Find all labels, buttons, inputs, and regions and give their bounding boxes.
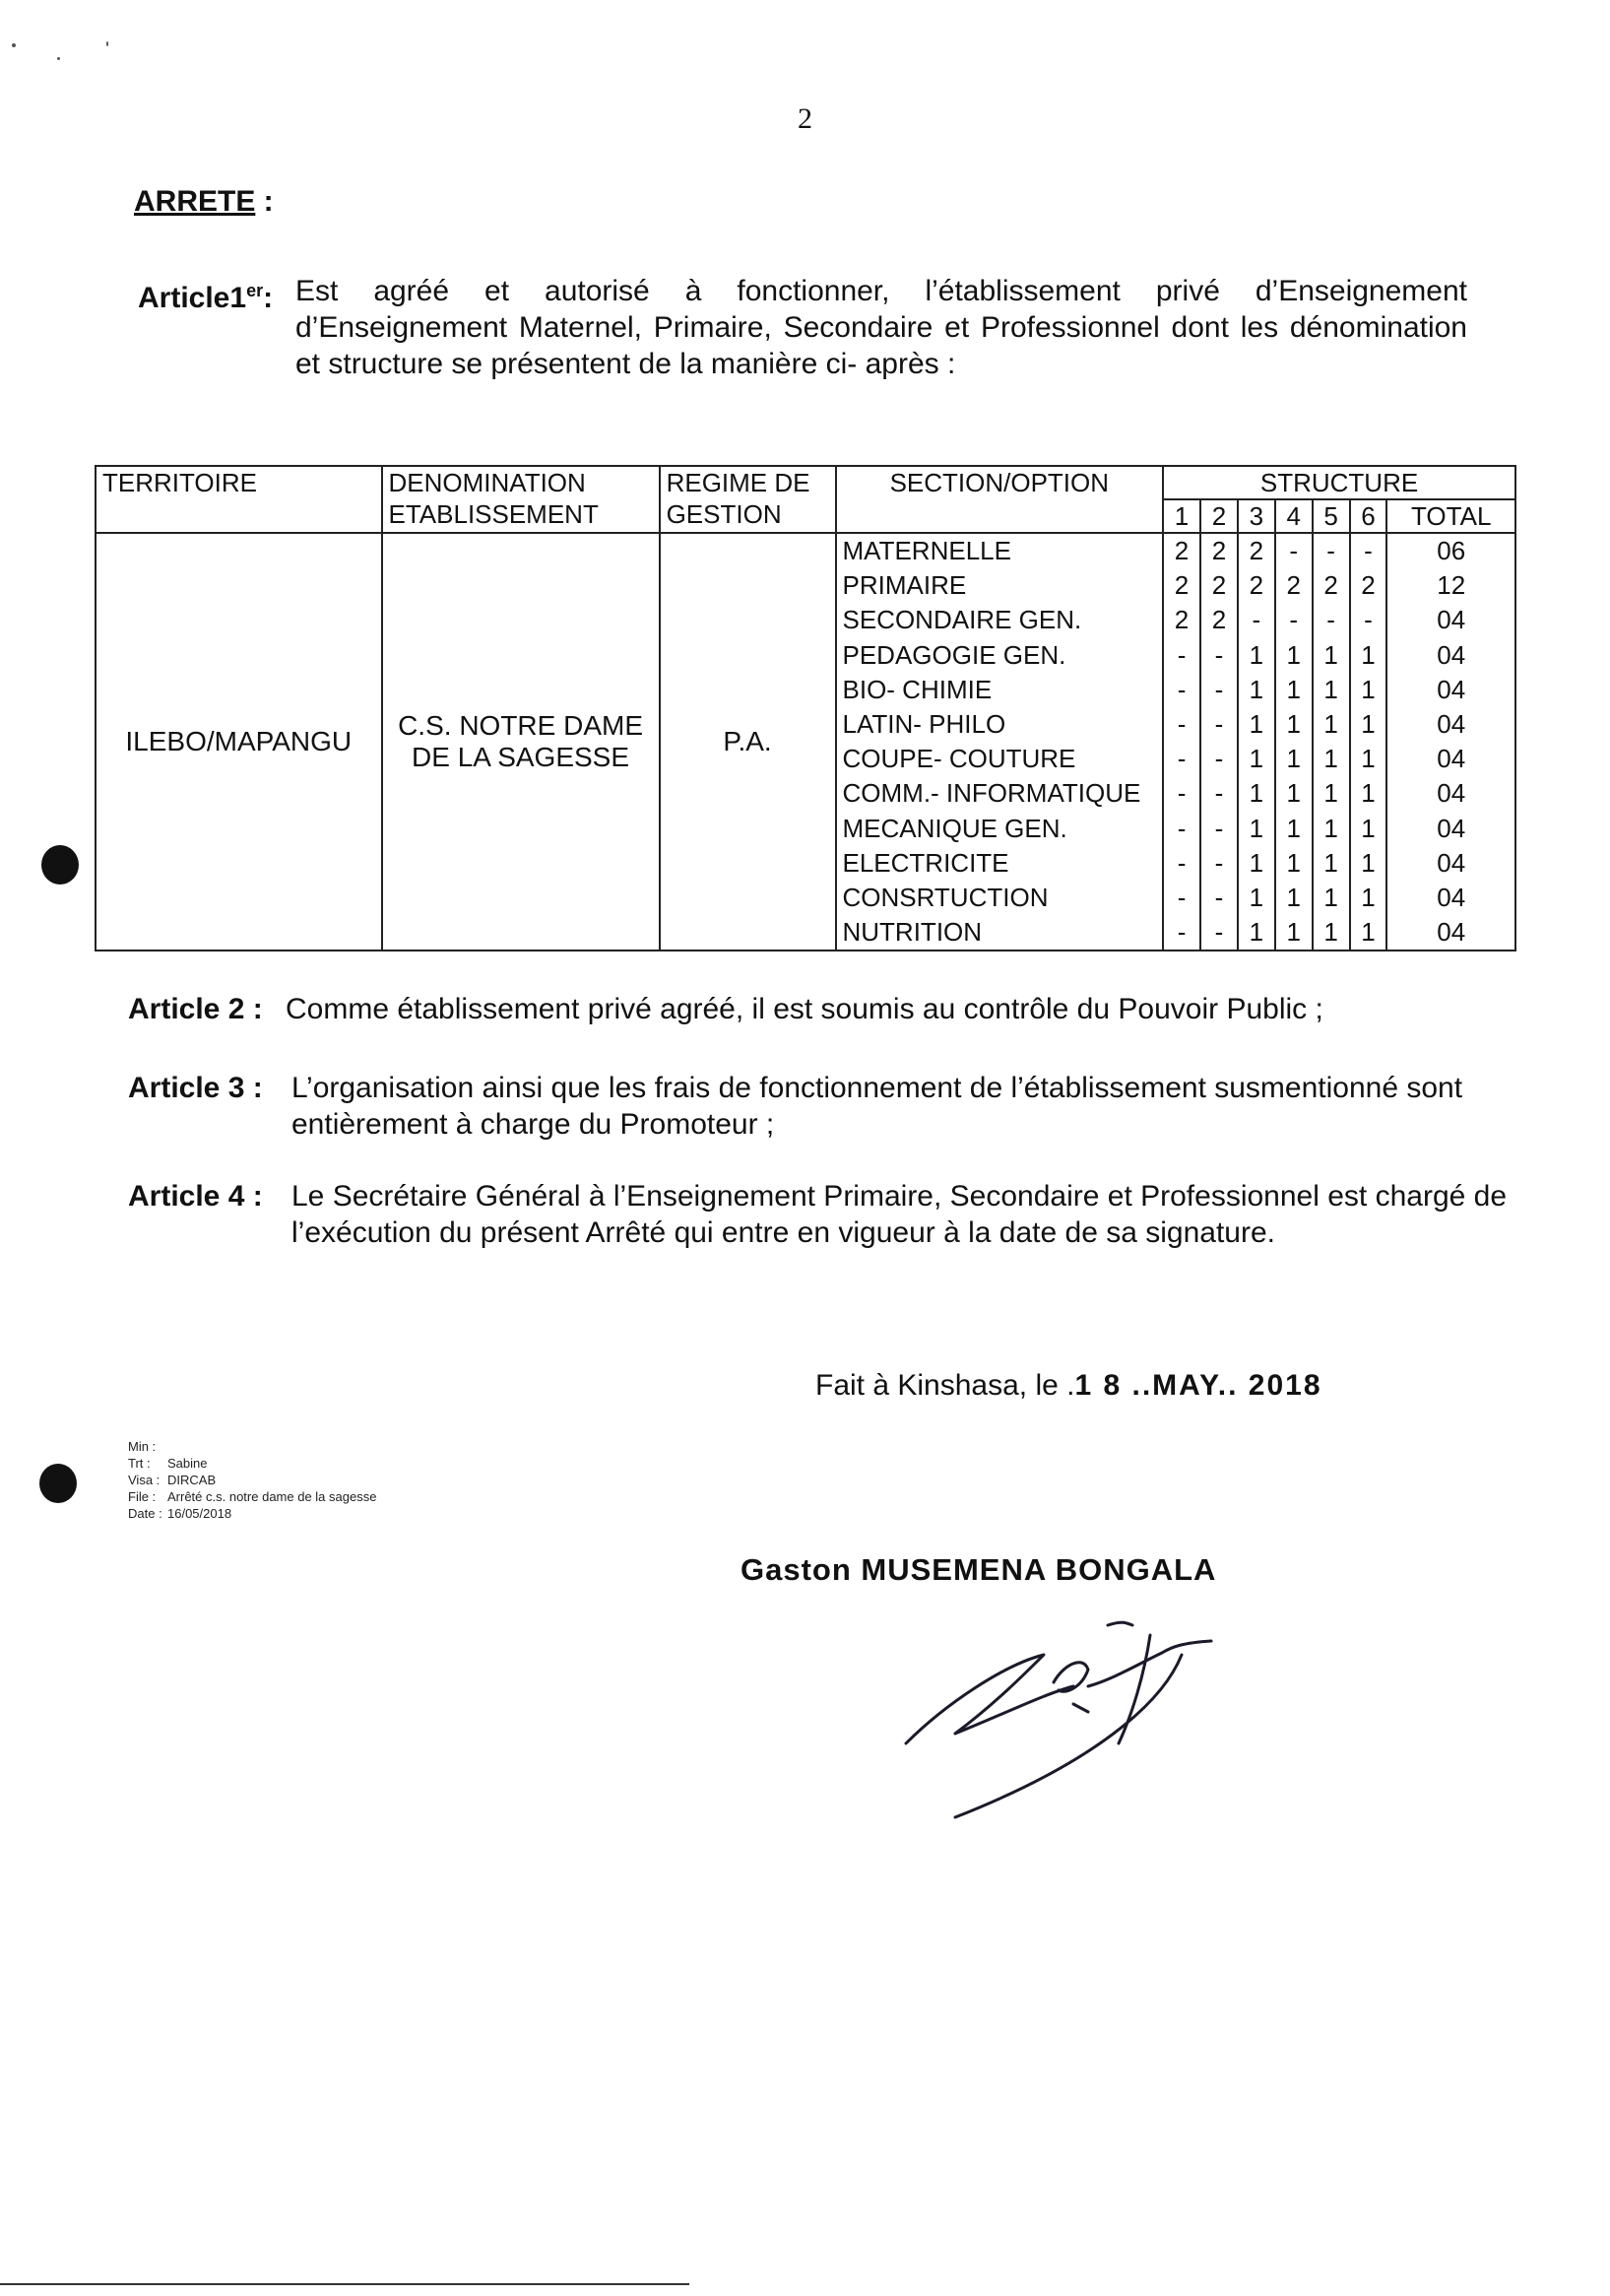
meta-min: Min :: [128, 1439, 157, 1454]
punch-hole: [39, 1464, 77, 1503]
year-1-value: 2: [1174, 536, 1190, 565]
cell-territoire: ILEBO/MAPANGU: [96, 533, 382, 951]
scan-speck: [57, 57, 60, 60]
year-3-value: 1: [1249, 674, 1264, 704]
article-3-label: Article 3 :: [128, 1072, 263, 1104]
year-1-value: -: [1177, 847, 1187, 878]
date-stamp: 1 8 ..MAY.. 2018: [1074, 1369, 1322, 1402]
year-3-value: 1: [1249, 813, 1264, 843]
header-section: SECTION/OPTION: [836, 466, 1164, 533]
heading-word: ARRETE: [134, 185, 256, 218]
year-1-value: -: [1177, 813, 1187, 843]
year-6-column: [1350, 533, 1387, 951]
year-5-value: 1: [1323, 882, 1338, 912]
year-3-value: 1: [1249, 744, 1264, 774]
total-value: 04: [1437, 674, 1466, 704]
year-2-value: -: [1214, 778, 1224, 809]
total-value: 04: [1437, 639, 1466, 670]
article-2-label: Article 2 :: [128, 993, 263, 1025]
header-year-4: 4: [1275, 499, 1313, 533]
year-5-value: 1: [1323, 674, 1338, 704]
meta-file-label: File :: [128, 1489, 157, 1504]
year-4-value: 2: [1286, 570, 1301, 601]
year-1-value: -: [1177, 708, 1187, 739]
section-option-item: SECONDAIRE GEN.: [842, 605, 1082, 635]
school-structure-table: [95, 465, 1516, 951]
article-3-text: L’organisation ainsi que les frais de fonctionnement de l’établissement susmentionné sont entièrement à charge du Promoteur ;: [291, 1072, 1463, 1141]
header-territoire: TERRITOIRE: [96, 466, 382, 533]
year-1-value: -: [1177, 882, 1187, 912]
total-value: 04: [1437, 744, 1466, 774]
section-option-item: PEDAGOGIE GEN.: [842, 639, 1066, 670]
year-3-value: 1: [1249, 917, 1264, 948]
section-option-item: ELECTRICITE: [842, 847, 1009, 878]
year-6-value: 1: [1361, 778, 1376, 809]
meta-trt-label: Trt :: [128, 1456, 151, 1471]
section-option-item: BIO- CHIMIE: [842, 674, 993, 704]
section-list: [836, 533, 1164, 951]
signatory-name: Gaston MUSEMENA BONGALA: [741, 1552, 1217, 1587]
meta-trt-value: Sabine: [167, 1456, 208, 1471]
year-5-value: -: [1326, 605, 1335, 635]
year-1-value: -: [1177, 744, 1187, 774]
year-3-value: 1: [1249, 778, 1264, 809]
header-regime: REGIME DE GESTION: [660, 466, 836, 533]
total-value: 04: [1437, 847, 1466, 878]
year-1-value: 2: [1174, 570, 1190, 601]
article-2-text: Comme établissement privé agréé, il est soumis au contrôle du Pouvoir Public ;: [286, 993, 1323, 1025]
year-4-value: 1: [1286, 674, 1301, 704]
bottom-rule: [0, 2283, 689, 2285]
article-1-text: Est agréé et autorisé à fonctionner, l’établissement privé d’Enseignement d’Enseignement Maternel, Primaire, Secondaire et Professionnel dont les dénomination et structure se présentent de la manière ci- après :: [295, 275, 1467, 380]
year-1-value: -: [1177, 917, 1187, 948]
year-2-value: -: [1214, 744, 1224, 774]
scan-speck: [12, 43, 16, 47]
year-4-value: 1: [1286, 744, 1301, 774]
article-1-label-colon: :: [263, 282, 274, 314]
year-5-value: 2: [1323, 570, 1338, 601]
year-4-value: -: [1289, 605, 1299, 635]
year-3-column: [1238, 533, 1275, 951]
year-6-value: 1: [1361, 639, 1376, 670]
year-1-value: -: [1177, 674, 1187, 704]
header-year-2: 2: [1200, 499, 1238, 533]
year-5-value: 1: [1323, 778, 1338, 809]
scan-speck: [106, 41, 108, 46]
year-1-value: -: [1177, 639, 1187, 670]
year-5-value: 1: [1323, 847, 1338, 878]
header-denomination: DENOMINATION ETABLISSEMENT: [382, 466, 660, 533]
header-year-6: 6: [1350, 499, 1387, 533]
header-total: TOTAL: [1386, 499, 1515, 533]
total-value: 04: [1437, 778, 1466, 809]
cell-regime: P.A.: [660, 533, 836, 951]
page-number: 2: [798, 102, 812, 135]
year-4-value: 1: [1286, 882, 1301, 912]
meta-file: [128, 1488, 376, 1505]
year-6-value: 1: [1361, 847, 1376, 878]
year-6-value: 1: [1361, 882, 1376, 912]
year-6-value: -: [1364, 536, 1373, 565]
year-2-value: -: [1214, 674, 1224, 704]
header-year-3: 3: [1238, 499, 1275, 533]
year-2-value: -: [1214, 708, 1224, 739]
header-structure: STRUCTURE: [1163, 466, 1515, 499]
total-value: 04: [1437, 708, 1466, 739]
year-6-value: 1: [1361, 813, 1376, 843]
year-2-column: [1200, 533, 1238, 951]
year-5-column: [1313, 533, 1350, 951]
year-3-value: 1: [1249, 639, 1264, 670]
total-column: [1386, 533, 1515, 951]
year-1-column: [1163, 533, 1200, 951]
date-prefix: Fait à Kinshasa, le .: [815, 1369, 1075, 1402]
year-4-value: 1: [1286, 847, 1301, 878]
total-value: 04: [1437, 917, 1466, 948]
footer-metadata: [128, 1438, 376, 1522]
heading-colon: :: [255, 185, 274, 218]
document-heading: [134, 185, 274, 219]
year-2-value: -: [1214, 882, 1224, 912]
year-4-value: 1: [1286, 639, 1301, 670]
total-value: 06: [1437, 536, 1466, 565]
year-4-value: 1: [1286, 778, 1301, 809]
meta-date: [128, 1505, 376, 1522]
section-option-item: MECANIQUE GEN.: [842, 813, 1067, 843]
year-3-value: 1: [1249, 847, 1264, 878]
year-4-column: [1275, 533, 1313, 951]
year-4-value: 1: [1286, 708, 1301, 739]
year-5-value: -: [1326, 536, 1335, 565]
total-value: 04: [1437, 605, 1466, 635]
year-6-value: 1: [1361, 744, 1376, 774]
year-4-value: 1: [1286, 917, 1301, 948]
year-3-value: 2: [1249, 570, 1264, 601]
meta-file-value: Arrêté c.s. notre dame de la sagesse: [167, 1489, 377, 1504]
year-1-value: -: [1177, 778, 1187, 809]
meta-date-label: Date :: [128, 1506, 162, 1521]
meta-visa: [128, 1472, 376, 1488]
year-5-value: 1: [1323, 639, 1338, 670]
meta-visa-value: DIRCAB: [167, 1473, 217, 1487]
date-line: [815, 1369, 1322, 1403]
year-2-value: -: [1214, 639, 1224, 670]
total-value: 12: [1437, 570, 1466, 601]
year-5-value: 1: [1323, 917, 1338, 948]
header-year-5: 5: [1313, 499, 1350, 533]
year-2-value: -: [1214, 847, 1224, 878]
cell-denomination: C.S. NOTRE DAME DE LA SAGESSE: [382, 533, 660, 951]
section-option-item: COUPE- COUTURE: [842, 744, 1076, 774]
punch-hole: [41, 845, 79, 885]
handwritten-signature: [886, 1596, 1241, 1822]
year-5-value: 1: [1323, 708, 1338, 739]
meta-date-value: 16/05/2018: [167, 1506, 232, 1521]
section-option-item: LATIN- PHILO: [842, 708, 1006, 739]
year-5-value: 1: [1323, 744, 1338, 774]
article-1-label-sup: er: [246, 281, 264, 300]
year-6-value: -: [1364, 605, 1373, 635]
section-option-item: COMM.- INFORMATIQUE: [842, 778, 1141, 809]
section-option-item: NUTRITION: [842, 917, 983, 948]
year-4-value: -: [1289, 536, 1299, 565]
year-3-value: -: [1252, 605, 1261, 635]
article-4-label: Article 4 :: [128, 1180, 263, 1213]
total-value: 04: [1437, 882, 1466, 912]
year-2-value: 2: [1211, 605, 1227, 635]
article-4-text: Le Secrétaire Général à l’Enseignement Primaire, Secondaire et Professionnel est chargé de l’exécution du présent Arrêté qui entre en vigueur à la date de sa signature.: [291, 1180, 1508, 1249]
year-6-value: 1: [1361, 708, 1376, 739]
year-4-value: 1: [1286, 813, 1301, 843]
section-option-item: MATERNELLE: [842, 536, 1011, 565]
year-2-value: 2: [1211, 570, 1227, 601]
year-5-value: 1: [1323, 813, 1338, 843]
section-option-item: CONSRTUCTION: [842, 882, 1049, 912]
header-year-1: 1: [1163, 499, 1200, 533]
year-6-value: 2: [1361, 570, 1376, 601]
section-option-item: PRIMAIRE: [842, 570, 967, 601]
meta-trt: [128, 1455, 376, 1472]
meta-visa-label: Visa :: [128, 1473, 161, 1487]
total-value: 04: [1437, 813, 1466, 843]
year-1-value: 2: [1174, 605, 1190, 635]
article-1-label: [138, 273, 273, 316]
year-2-value: 2: [1211, 536, 1227, 565]
year-3-value: 1: [1249, 708, 1264, 739]
year-3-value: 1: [1249, 882, 1264, 912]
article-1-label-text: Article1: [138, 282, 247, 314]
year-3-value: 2: [1249, 536, 1264, 565]
year-2-value: -: [1214, 813, 1224, 843]
year-6-value: 1: [1361, 917, 1376, 948]
year-2-value: -: [1214, 917, 1224, 948]
year-6-value: 1: [1361, 674, 1376, 704]
